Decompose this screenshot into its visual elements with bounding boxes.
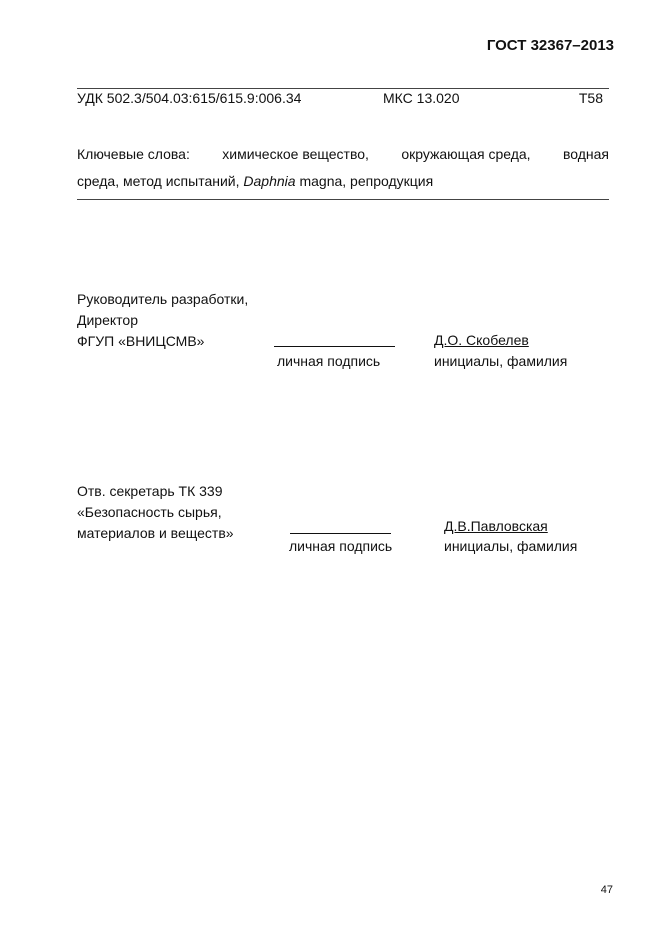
keyword: , репродукция — [342, 173, 434, 189]
keyword: химическое вещество, — [222, 146, 369, 162]
keyword: среда, метод испытаний, — [77, 173, 240, 189]
signature-caption-2: личная подпись — [289, 538, 393, 554]
signature-caption-1: личная подпись — [277, 353, 381, 369]
latin-genus: Daphnia — [243, 173, 296, 189]
signer-name-2: Д.В.Павловская — [444, 518, 548, 534]
role-line: Руководитель разработки, — [77, 291, 249, 307]
keywords-row-2 — [77, 168, 609, 195]
latin-species: magna — [299, 173, 343, 189]
udk-code: УДК 502.3/504.03:615/615.9:006.34 — [77, 90, 302, 106]
top-rule — [77, 88, 609, 89]
keywords-row-1 — [77, 141, 609, 168]
role-line: материалов и веществ» — [77, 525, 234, 541]
signature-line-1 — [274, 346, 395, 347]
role-line: ФГУП «ВНИЦСМВ» — [77, 333, 205, 349]
keywords-label: Ключевые слова: — [77, 146, 190, 162]
signature-block-1-role — [77, 289, 248, 352]
keywords-bottom-rule — [77, 199, 609, 200]
name-caption-1: инициалы, фамилия — [434, 353, 568, 369]
signature-block-2-role — [77, 481, 234, 544]
role-line: Отв. секретарь ТК 339 — [77, 483, 223, 499]
keywords-paragraph — [77, 141, 609, 195]
keyword: водная — [562, 146, 609, 162]
t-code: Т58 — [578, 90, 603, 106]
signature-line-2 — [290, 533, 391, 534]
name-caption-2: инициалы, фамилия — [444, 538, 578, 554]
role-line: «Безопасность сырья, — [77, 504, 222, 520]
signer-name-1: Д.О. Скобелев — [434, 332, 529, 348]
mks-code: МКС 13.020 — [383, 90, 460, 106]
role-line: Директор — [77, 312, 138, 328]
standard-code: ГОСТ 32367–2013 — [486, 37, 614, 54]
page-number: 47 — [600, 884, 613, 896]
keyword: окружающая среда, — [401, 146, 531, 162]
